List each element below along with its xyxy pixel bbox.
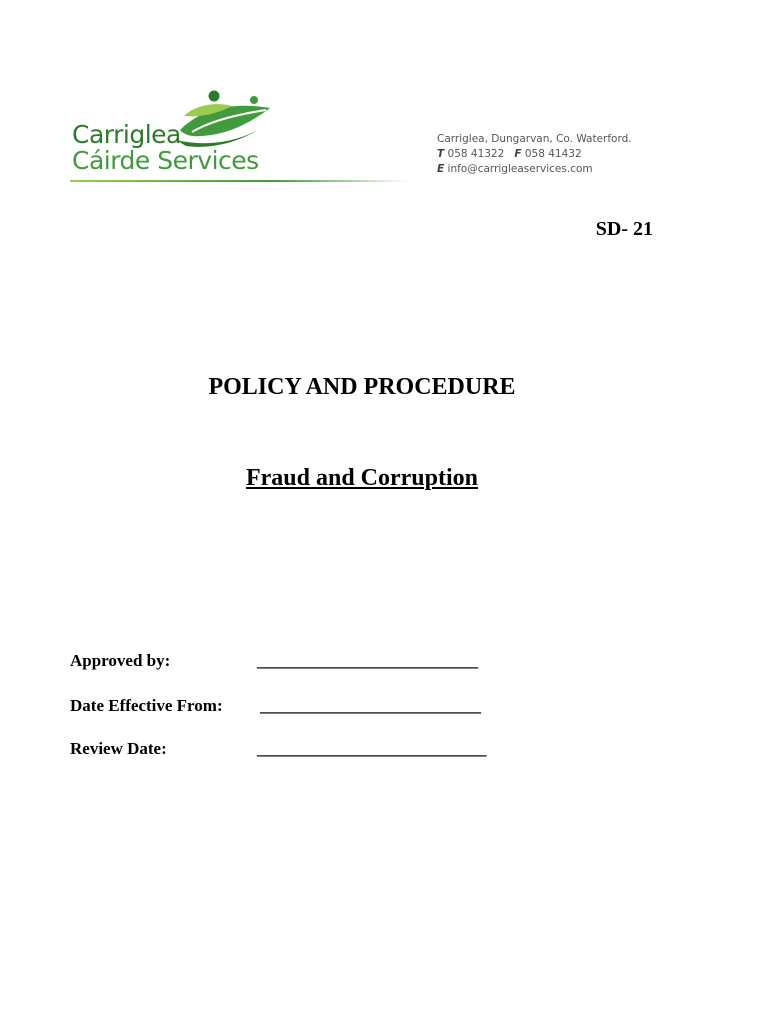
fax-number: 058 41432 [524,148,582,160]
approved-by-blank[interactable]: __________________________ [257,651,478,670]
page-heading: POLICY AND PROCEDURE [208,374,516,400]
date-effective-blank[interactable]: __________________________ [260,696,481,715]
contact-block [437,132,632,177]
letterhead-divider [70,180,410,182]
document-reference: SD- 21 [595,218,653,240]
document-title: Fraud and Corruption [245,465,479,491]
date-effective-label: Date Effective From: [70,696,223,715]
date-effective-field [70,696,481,716]
phone-label: T [437,148,445,160]
email-address: info@carrigleaservices.com [447,163,593,175]
review-date-field [70,739,487,759]
approved-by-field [70,651,478,671]
approved-by-label: Approved by: [70,651,171,670]
letterhead [68,88,632,188]
fax-label: F [514,148,522,160]
logo-text-carriglea: Carriglea [72,120,181,149]
review-date-blank[interactable]: ___________________________ [257,739,487,758]
contact-address: Carriglea, Dungarvan, Co. Waterford. [437,133,632,145]
email-label: E [437,163,445,175]
contact-phone-fax [437,147,632,162]
logo-text-cairde-services: Cáirde Services [72,146,259,175]
phone-number: 058 41322 [447,148,505,160]
review-date-label: Review Date: [70,739,167,758]
contact-email [437,162,632,177]
